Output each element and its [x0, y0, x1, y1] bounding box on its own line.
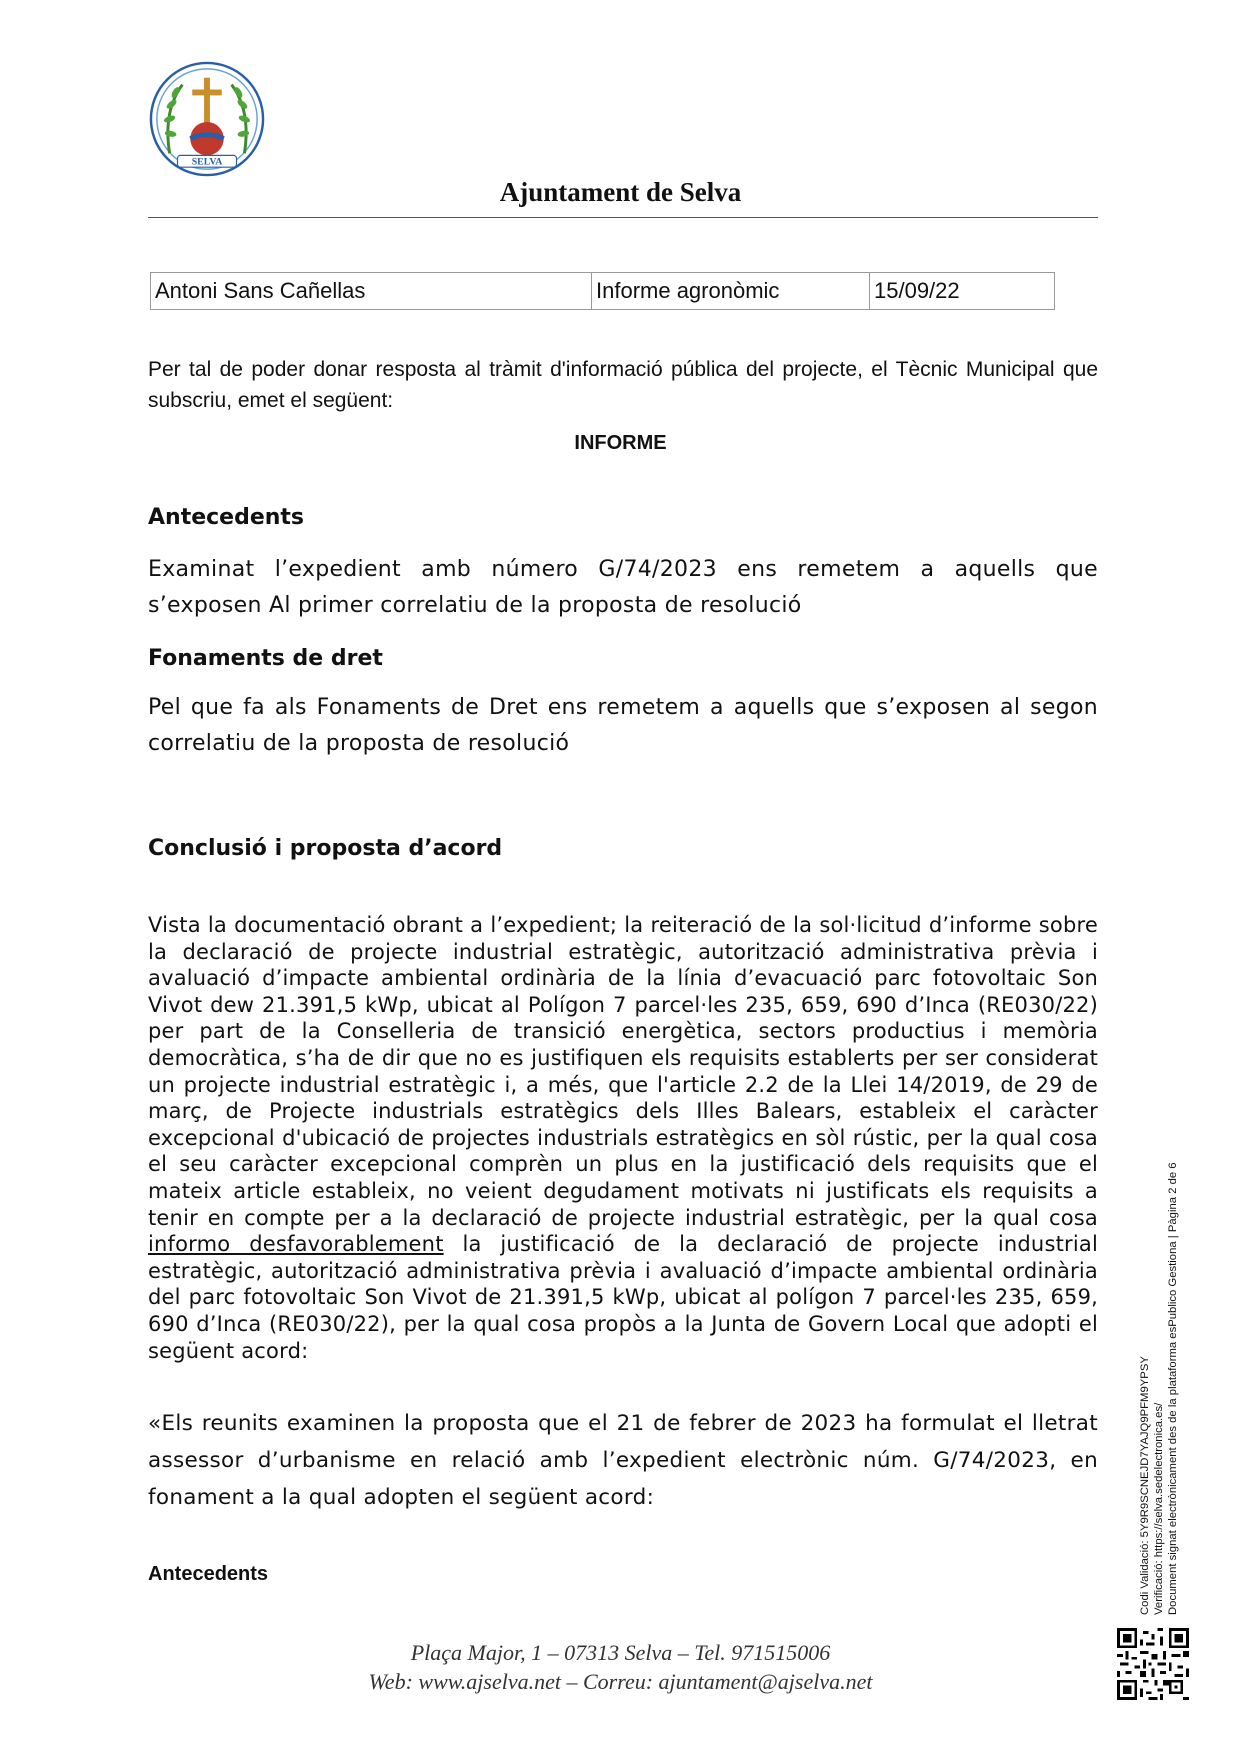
organization-title: Ajuntament de Selva [499, 177, 742, 207]
signature-note: Document signat electrònicament des de la plataforma esPublico Gestiona | Pàgina 2 de 6 [1167, 1162, 1179, 1615]
antecedents-heading: Antecedents [148, 505, 305, 530]
selva-logo [148, 60, 266, 178]
footer-address: Plaça Major, 1 – 07313 Selva – Tel. 971515006 [410, 1640, 831, 1665]
antecedents2-heading: Antecedents [148, 1563, 269, 1585]
intro-paragraph: Per tal de poder donar resposta al tràmit d'informació pública del projecte, el Tècnic Municipal que subscriu, emet el següent: [148, 358, 1098, 412]
doc-type-cell: Informe agronòmic [592, 273, 870, 310]
conclusio-text [148, 912, 1098, 1364]
agreement-quote: «Els reunits examinen la proposta que el 21 de febrer de 2023 ha formulat el lletrat assessor d’urbanisme en relació amb l’expedient electrònic núm. G/74/2023, en fonament a la qual adopten el següent acord: [148, 1411, 1098, 1510]
header-divider [148, 217, 1098, 218]
meta-table [150, 272, 1055, 310]
verification-url: Verificació: https://selva.sedelectronica.es/ [1153, 1402, 1165, 1615]
fonaments-text: Pel que fa als Fonaments de Dret ens remetem a aquells que s’exposen al segon correlatiu de la proposta de resolució [148, 695, 1098, 756]
antecedents-text: Examinat l’expedient amb número G/74/2023 ens remetem a aquells que s’exposen Al primer correlatiu de la proposta de resolució [148, 557, 1098, 618]
validation-side-text [1138, 1095, 1180, 1615]
conclusio-heading: Conclusió i proposta d’acord [148, 836, 503, 861]
fonaments-heading: Fonaments de dret [148, 646, 383, 671]
date-cell: 15/09/22 [870, 273, 1055, 310]
qr-code-icon [1117, 1628, 1189, 1700]
table-row [151, 273, 1055, 310]
logo-text: SELVA [191, 156, 223, 168]
author-cell: Antoni Sans Cañellas [151, 273, 592, 310]
informe-heading: INFORME [574, 432, 667, 454]
validation-code: Codi Validació: 5Y9R9SCNEJD7YAJQ9PFM9YPSY [1139, 1356, 1151, 1615]
conclusio-text-part1: Vista la documentació obrant a l’expedient; la reiteració de la sol·licitud d’informe sobre la declaració de projecte industrial estratègic, autorització administrativa prèvia i avaluació d’impacte ambiental ordinària de la línia d’evacuació parc fotovoltaic Son Vivot dew 21.391,5 kWp, ubicat al Polígon 7 parcel·les 235, 659, 690 d’Inca (RE030/22) per part de la Conselleria de transició energètica, sectors productius i memòria democràtica, s’ha de dir que no es justifiquen els requisits establerts per ser considerat un projecte industrial estratègic i, a més, que l'article 2.2 de la Llei 14/2019, de 29 de març, de Projecte industrials estratègics dels Illes Balears, estableix el caràcter excepcional d'ubicació de projectes industrials estratègics en sòl rústic, per la qual cosa el seu caràcter excepcional comprèn un plus en la justificació dels requisits que el mateix article estableix, no veient degudament motivats ni justificats els requisits a tenir en compte per a la declaració de projecte industrial estratègic, per la qual cosa [148, 913, 1098, 1230]
unfavourable-report-text: informo desfavorablement [148, 1232, 444, 1257]
footer-contact: Web: www.ajselva.net – Correu: ajuntament@ajselva.net [368, 1669, 873, 1694]
conclusio-text-part2: la justificació de la declaració de projecte industrial estratègic, autorització administrativa prèvia i avaluació d’impacte ambiental ordinària del parc fotovoltaic Son Vivot de 21.391,5 kWp, ubicat al polígon 7 parcel·les 235, 659, 690 d’Inca (RE030/22), per la qual cosa propòs a la Junta de Govern Local que adopti el següent acord: [148, 1232, 1098, 1363]
